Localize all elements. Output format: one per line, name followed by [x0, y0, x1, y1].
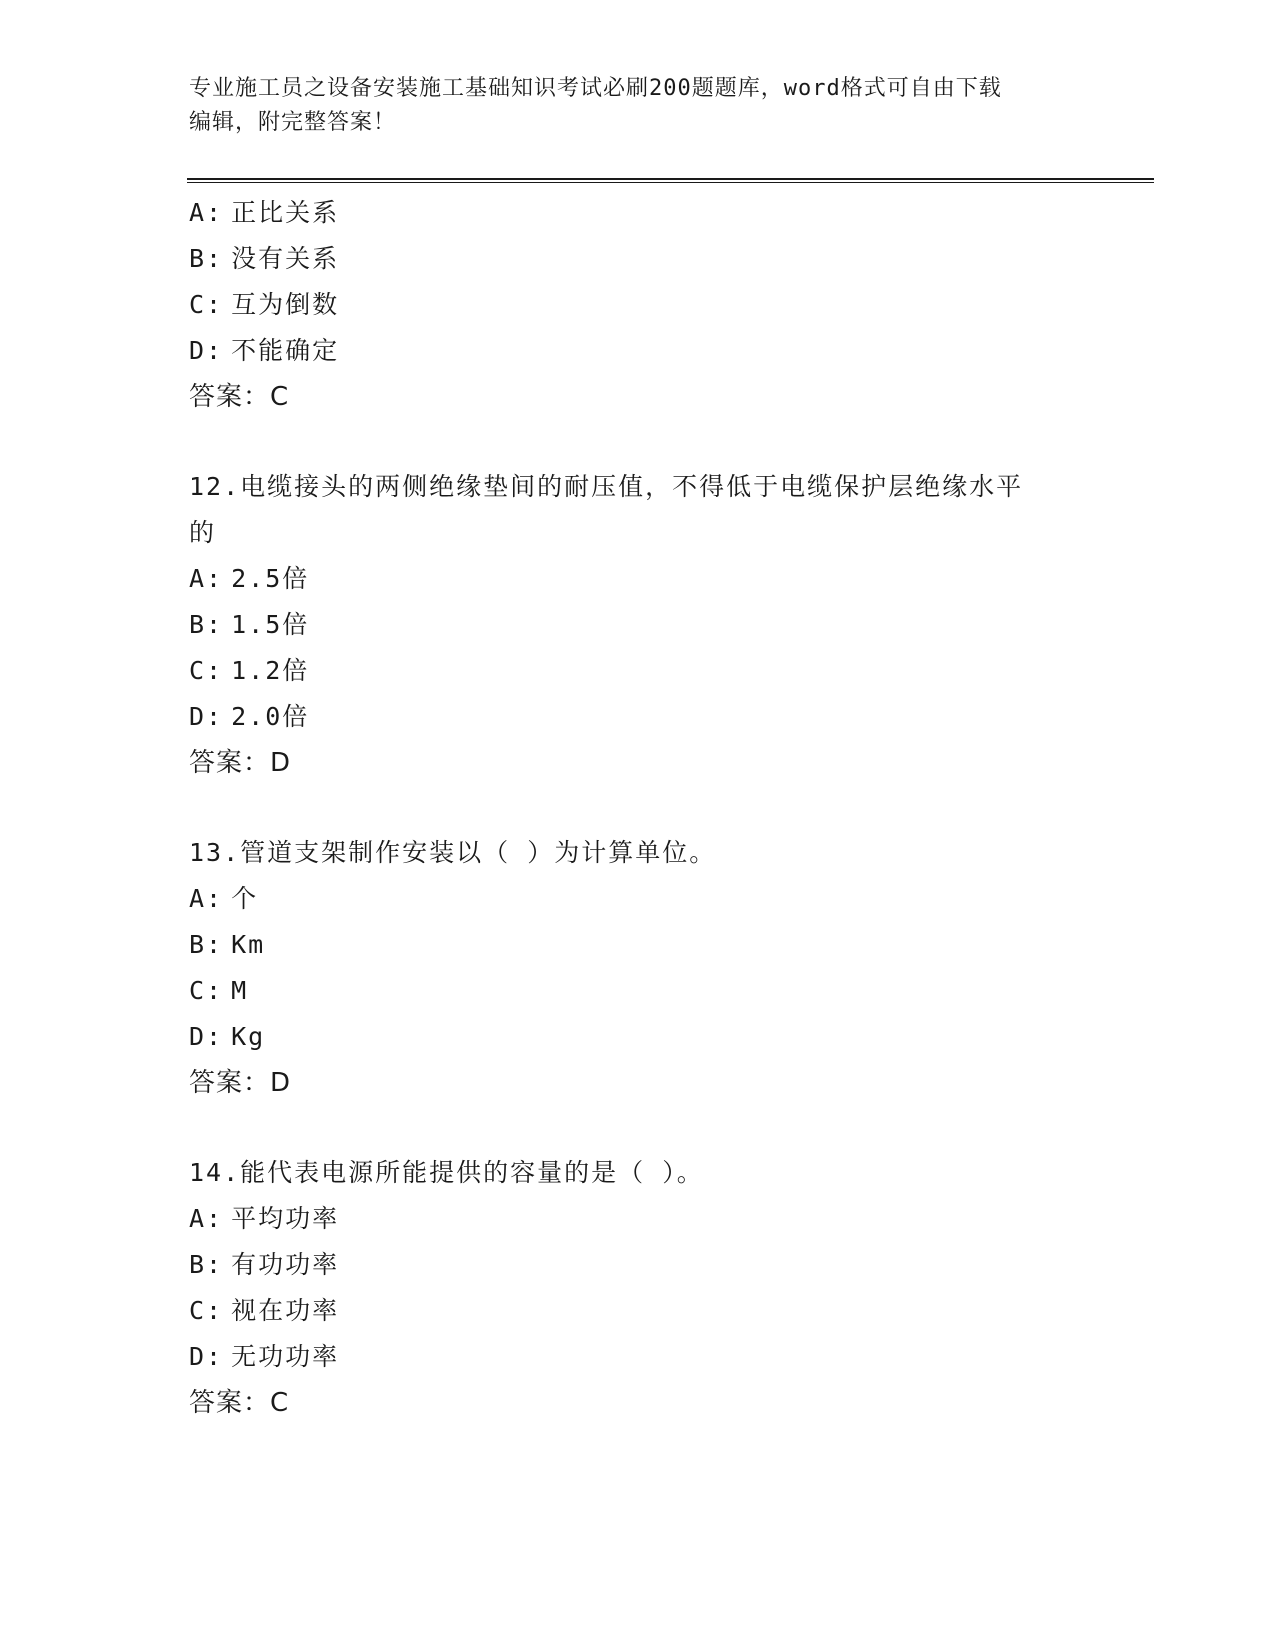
answer-line: 答案：D [189, 1068, 292, 1098]
document-header [189, 72, 1089, 140]
option-a: A: 平均功率 [189, 1204, 340, 1233]
answer-line: 答案：C [189, 382, 290, 412]
question-12 [189, 464, 1149, 786]
option-a: A: 2.5倍 [189, 564, 310, 593]
option-d: D: 不能确定 [189, 336, 340, 365]
option-b: B: 没有关系 [189, 244, 340, 273]
question-13 [189, 830, 1149, 1106]
spacer [189, 786, 1149, 830]
question-stem: 12.电缆接头的两侧绝缘垫间的耐压值，不得低于电缆保护层绝缘水平 [189, 472, 1024, 501]
option-d: D: 2.0倍 [189, 702, 310, 731]
option-b: B: 1.5倍 [189, 610, 310, 639]
option-b: B: 有功功率 [189, 1250, 340, 1279]
question-14 [189, 1150, 1149, 1426]
header-divider [187, 178, 1154, 183]
option-a: A: 正比关系 [189, 198, 340, 227]
option-d: D: 无功功率 [189, 1342, 340, 1371]
option-b: B: Km [189, 930, 266, 959]
header-title-line-1: 专业施工员之设备安装施工基础知识考试必刷200题题库，word格式可自由下载 [189, 76, 1002, 101]
option-c: C: 视在功率 [189, 1296, 340, 1325]
option-c: C: 互为倒数 [189, 290, 340, 319]
question-stem: 14.能代表电源所能提供的容量的是（ ）。 [189, 1158, 704, 1187]
question-11 [189, 190, 1149, 420]
header-title-line-2: 编辑，附完整答案！ [189, 110, 397, 135]
question-list [189, 190, 1149, 1426]
spacer [189, 1106, 1149, 1150]
answer-line: 答案：D [189, 748, 292, 778]
spacer [189, 420, 1149, 464]
option-d: D: Kg [189, 1022, 266, 1051]
option-c: C: 1.2倍 [189, 656, 310, 685]
question-stem-continued: 的 [189, 518, 217, 547]
answer-line: 答案：C [189, 1388, 290, 1418]
question-stem: 13.管道支架制作安装以（ ）为计算单位。 [189, 838, 717, 867]
option-a: A: 个 [189, 884, 259, 913]
option-c: C: M [189, 976, 249, 1005]
